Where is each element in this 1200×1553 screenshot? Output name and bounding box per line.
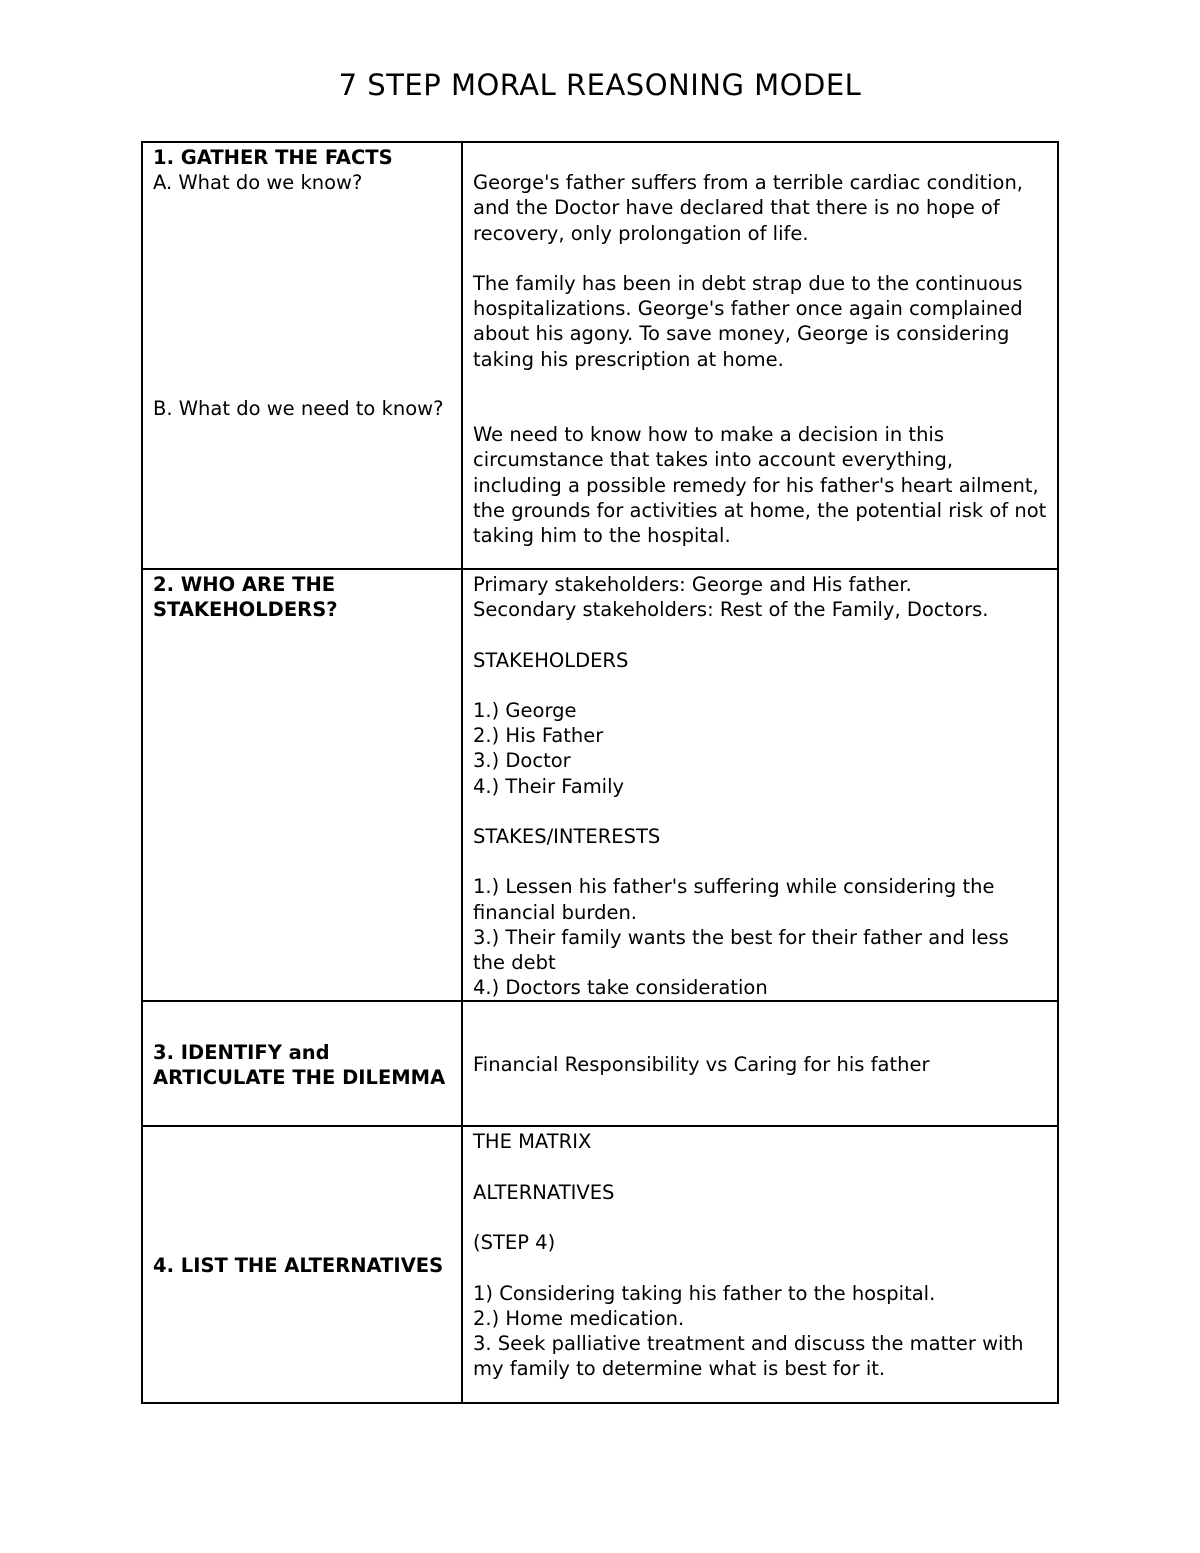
table-row-stakeholders <box>142 569 1058 1001</box>
step1-b-paragraph: We need to know how to make a decision in this circumstance that takes into account everything, including a possible remedy for his father's heart ailment, the grounds for activities at home, the potential risk of not taking him to the hospital. <box>473 423 1053 547</box>
step1-label-cell <box>142 142 462 569</box>
step2-heading: 2. WHO ARE THE STAKEHOLDERS? <box>153 573 342 622</box>
step-label: (STEP 4) <box>473 1231 556 1255</box>
primary-stakeholders: Primary stakeholders: George and His father. <box>473 573 912 596</box>
list-item: 2.) Home medication. <box>473 1306 685 1330</box>
step1-heading: 1. GATHER THE FACTS <box>153 146 393 169</box>
step1-content-cell <box>462 142 1058 569</box>
table-row-alternatives <box>142 1126 1058 1403</box>
step2-content-cell <box>462 569 1058 1001</box>
step1-a-paragraph2: The family has been in debt strap due to the continuous hospitalizations. George's father once again complained about his agony. To save money, George is considering taking his prescription at home. <box>473 271 1029 371</box>
matrix-label: THE MATRIX <box>473 1130 592 1154</box>
step4-heading: 4. LIST THE ALTERNATIVES <box>153 1254 444 1278</box>
step3-content-cell <box>462 1001 1058 1126</box>
step1-a-label: A. What do we know? <box>153 171 363 195</box>
step2-label-cell <box>142 569 462 1001</box>
list-item: 1.) Lessen his father's suffering while considering the financial burden. <box>473 875 1001 924</box>
stakeholders-label: STAKEHOLDERS <box>473 648 629 672</box>
list-item: 1.) George <box>473 698 577 722</box>
table-row-dilemma <box>142 1001 1058 1126</box>
secondary-stakeholders: Secondary stakeholders: Rest of the Family, Doctors. <box>473 598 989 622</box>
list-item: 3.) Doctor <box>473 749 571 773</box>
list-item: 3. Seek palliative treatment and discuss the matter with my family to determine what is best for it. <box>473 1331 1030 1381</box>
list-item: 4.) Their Family <box>473 774 625 798</box>
step4-label-cell <box>142 1126 462 1403</box>
list-item: 1) Considering taking his father to the hospital. <box>473 1281 936 1305</box>
page-title: 7 STEP MORAL REASONING MODEL <box>338 68 862 102</box>
list-item: 2.) His Father <box>473 724 604 748</box>
moral-reasoning-table <box>141 141 1059 1404</box>
step1-a-paragraph1: George's father suffers from a terrible cardiac condition, and the Doctor have declared that there is no hope of recovery, only prolongation of life. <box>473 171 1030 245</box>
list-item: 3.) Their family wants the best for their father and less the debt <box>473 925 1016 974</box>
step1-b-label: B. What do we need to know? <box>153 397 444 421</box>
dilemma-text: Financial Responsibility vs Caring for his father <box>473 1053 930 1077</box>
list-item: 4.) Doctors take consideration <box>473 976 768 1000</box>
table-row-gather-facts <box>142 142 1058 569</box>
step4-content-cell <box>462 1126 1058 1403</box>
step3-label-cell <box>142 1001 462 1126</box>
interests-label: STAKES/INTERESTS <box>473 824 661 848</box>
step3-heading: 3. IDENTIFY and ARTICULATE THE DILEMMA <box>153 1040 446 1089</box>
alternatives-label: ALTERNATIVES <box>473 1180 615 1204</box>
